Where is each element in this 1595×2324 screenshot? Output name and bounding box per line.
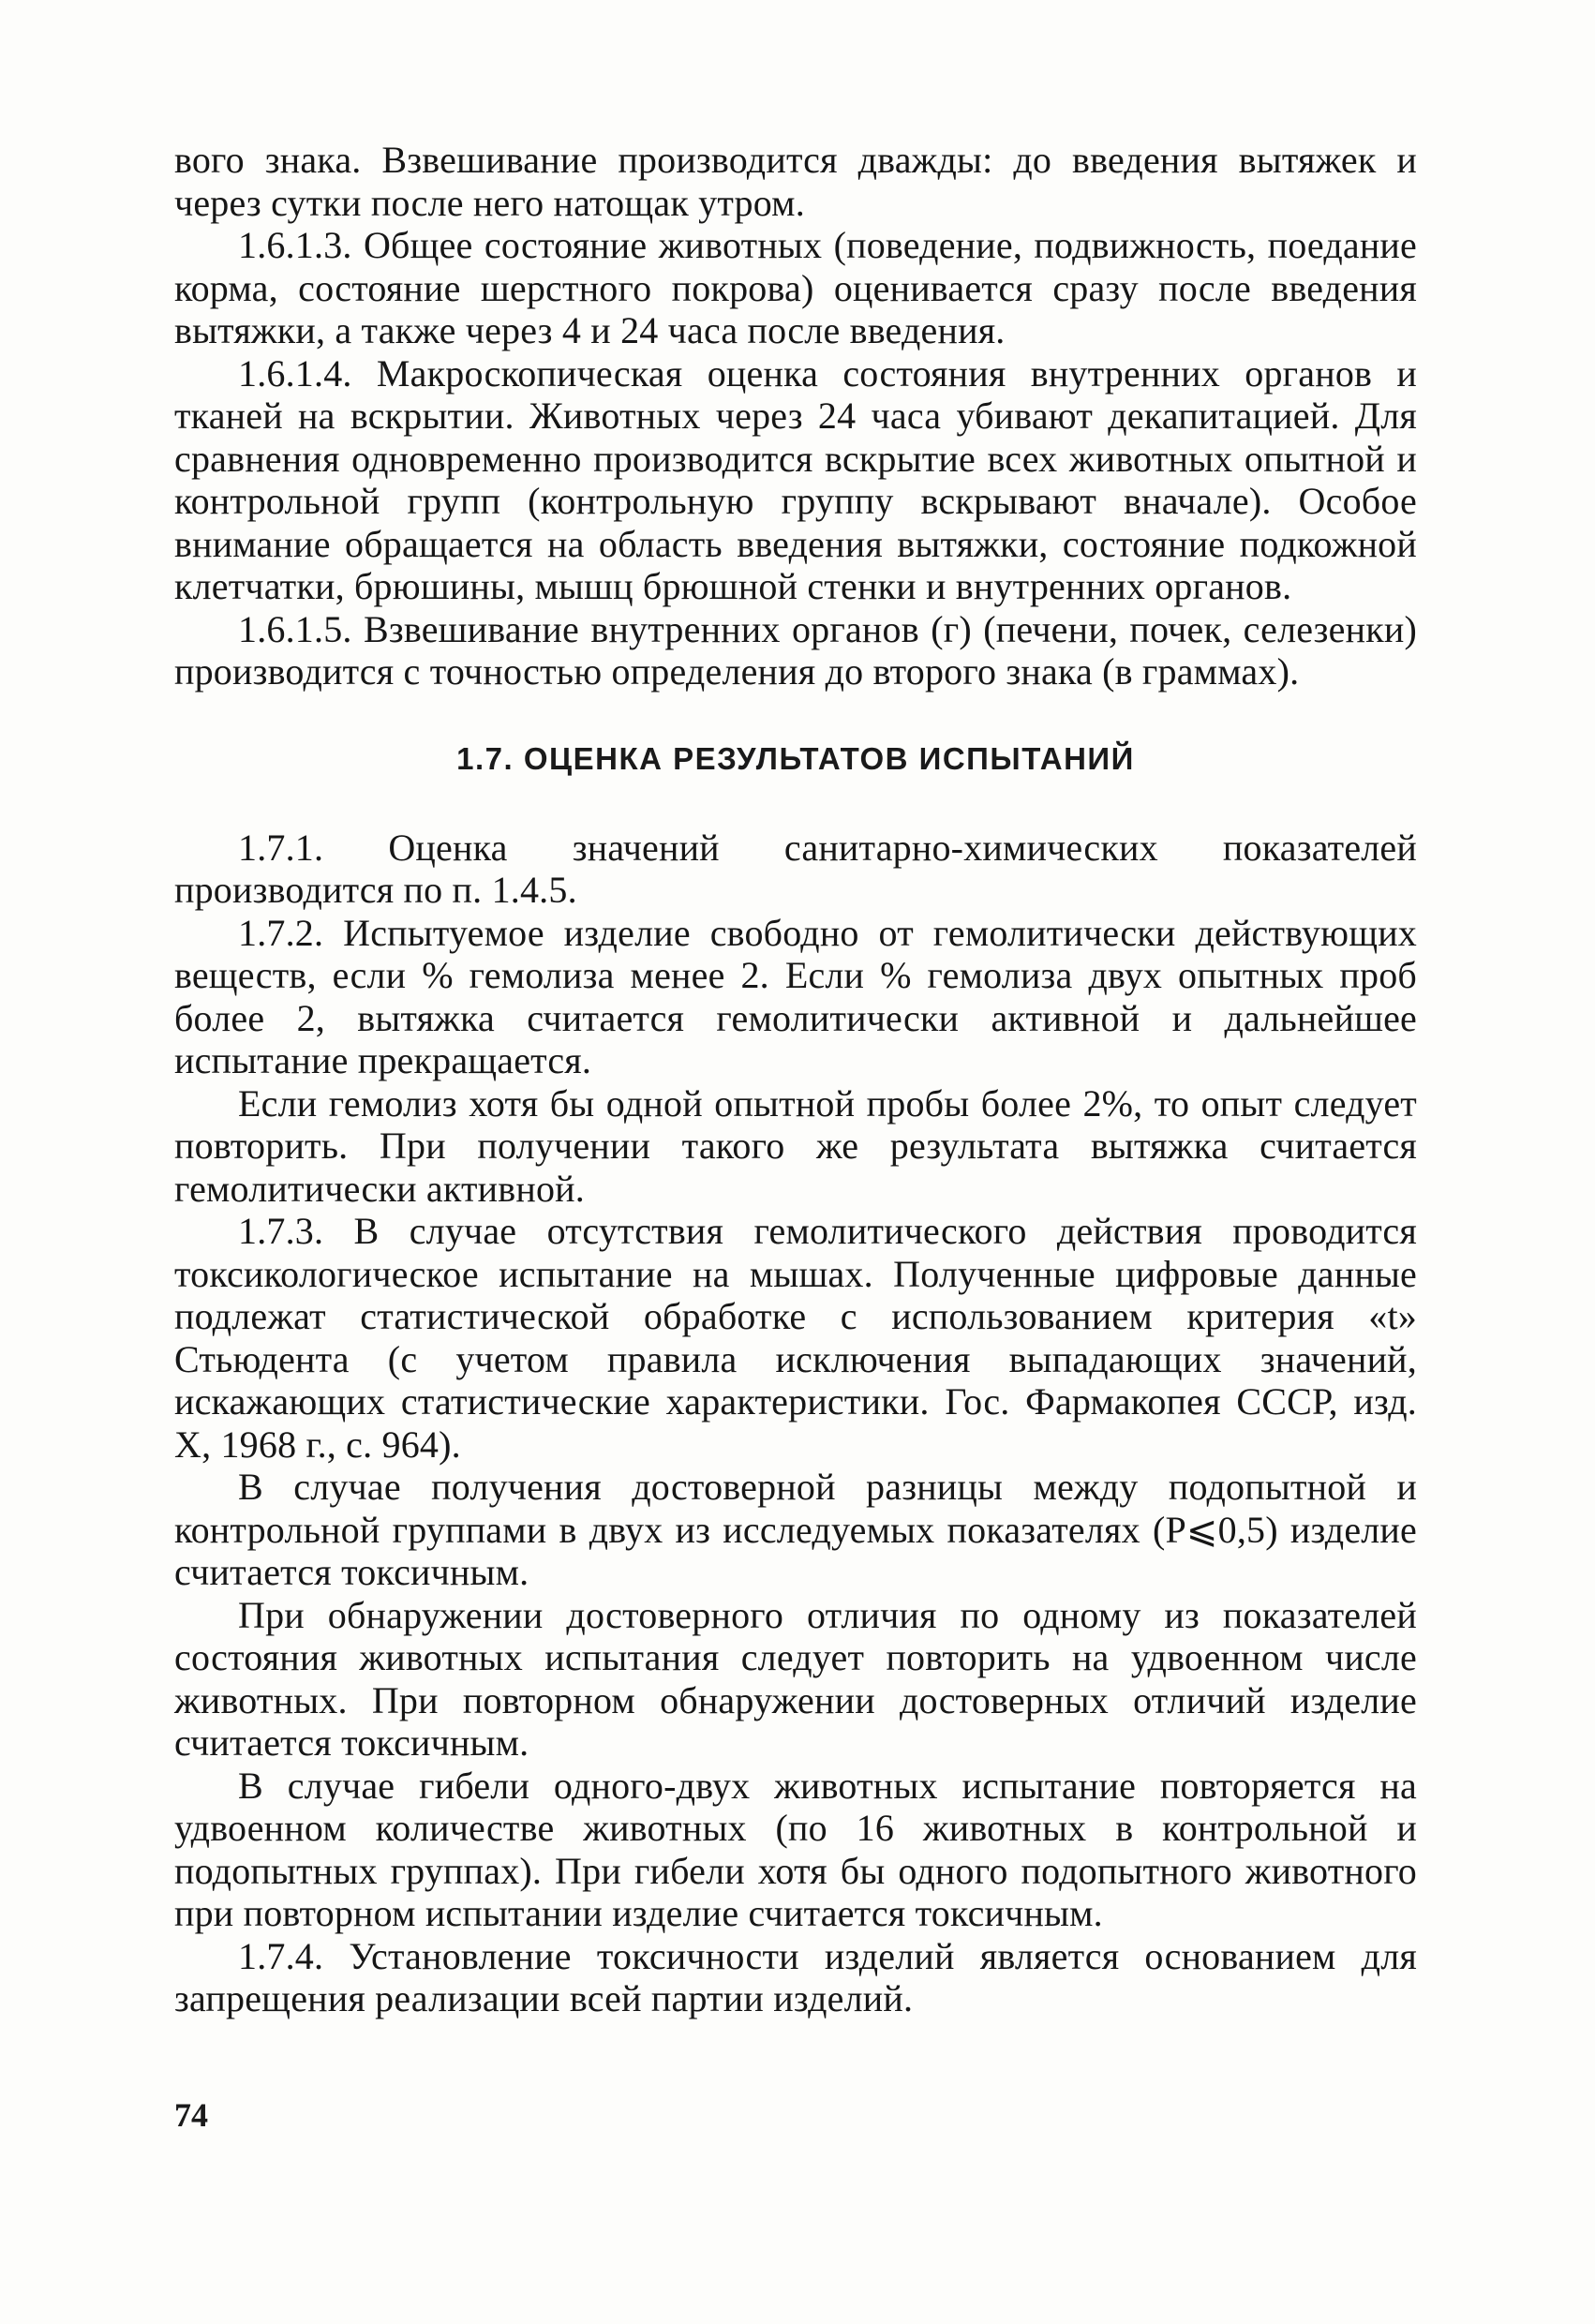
- paragraph-continuation: вого знака. Взвешивание производится дважды: до введения вытяжек и через сутки после него натощак утром.: [174, 139, 1417, 224]
- paragraph-1-7-3: 1.7.3. В случае отсутствия гемолитического действия проводится токсикологическое испытание на мышах. Полученные цифровые данные подлежат статистической обработке с использованием критерия «t» Стьюдента (с учетом правила исключения выпадающих значений, искажающих статистические характеристики. Гос. Фармакопея СССР, изд. X, 1968 г., с. 964).: [174, 1210, 1417, 1466]
- paragraph-1-6-1-5: 1.6.1.5. Взвешивание внутренних органов (г) (печени, почек, селезенки) производится с точностью определения до второго знака (в граммах).: [174, 607, 1417, 693]
- section-heading: 1.7. ОЦЕНКА РЕЗУЛЬТАТОВ ИСПЫТАНИЙ: [456, 740, 1135, 776]
- paragraph-significant-difference: В случае получения достоверной разницы между подопытной и контрольной группами в двух из исследуемых показателях (P⩽0,5) изделие считается токсичным.: [174, 1466, 1417, 1593]
- paragraph-1-7-1: 1.7.1. Оценка значений санитарно-химических показателей производится по п. 1.4.5.: [174, 826, 1417, 911]
- paragraph-single-indicator: При обнаружении достоверного отличия по одному из показателей состояния животных испытания следует повторить на удвоенном числе животных. При повторном обнаружении достоверных отличий изделие считается токсичным.: [174, 1593, 1417, 1764]
- page-number: 74: [174, 2096, 208, 2134]
- paragraph-hemolysis-repeat: Если гемолиз хотя бы одной опытной пробы более 2%, то опыт следует повторить. При получении такого же результата вытяжка считается гемолитически активной.: [174, 1081, 1417, 1210]
- paragraph-1-6-1-3: 1.6.1.3. Общее состояние животных (поведение, подвижность, поедание корма, состояние шерстного покрова) оценивается сразу после введения вытяжки, а также через 4 и 24 часа после введения.: [174, 224, 1417, 351]
- paragraph-1-7-2: 1.7.2. Испытуемое изделие свободно от гемолитически действующих веществ, если % гемолиза менее 2. Если % гемолиза двух опытных проб более 2, вытяжка считается гемолитически активной и дальнейшее испытание прекращается.: [174, 911, 1417, 1081]
- paragraph-animal-death: В случае гибели одного-двух животных испытание повторяется на удвоенном количестве животных (по 16 животных в контрольной и подопытных группах). При гибели хотя бы одного подопытного животного при повторном испытании изделие считается токсичным.: [174, 1764, 1417, 1934]
- paragraph-1-6-1-4: 1.6.1.4. Макроскопическая оценка состояния внутренних органов и тканей на вскрытии. Животных через 24 часа убивают декапитацией. Для сравнения одновременно производится вскрытие всех животных опытной и контрольной групп (контрольную группу вскрывают вначале). Особое внимание обращается на область введения вытяжки, состояние подкожной клетчатки, брюшины, мышц брюшной стенки и внутренних органов.: [174, 351, 1417, 607]
- page-body: [174, 139, 1417, 2020]
- paragraph-1-7-4: 1.7.4. Установление токсичности изделий является основанием для запрещения реализации всей партии изделий.: [174, 1934, 1417, 2019]
